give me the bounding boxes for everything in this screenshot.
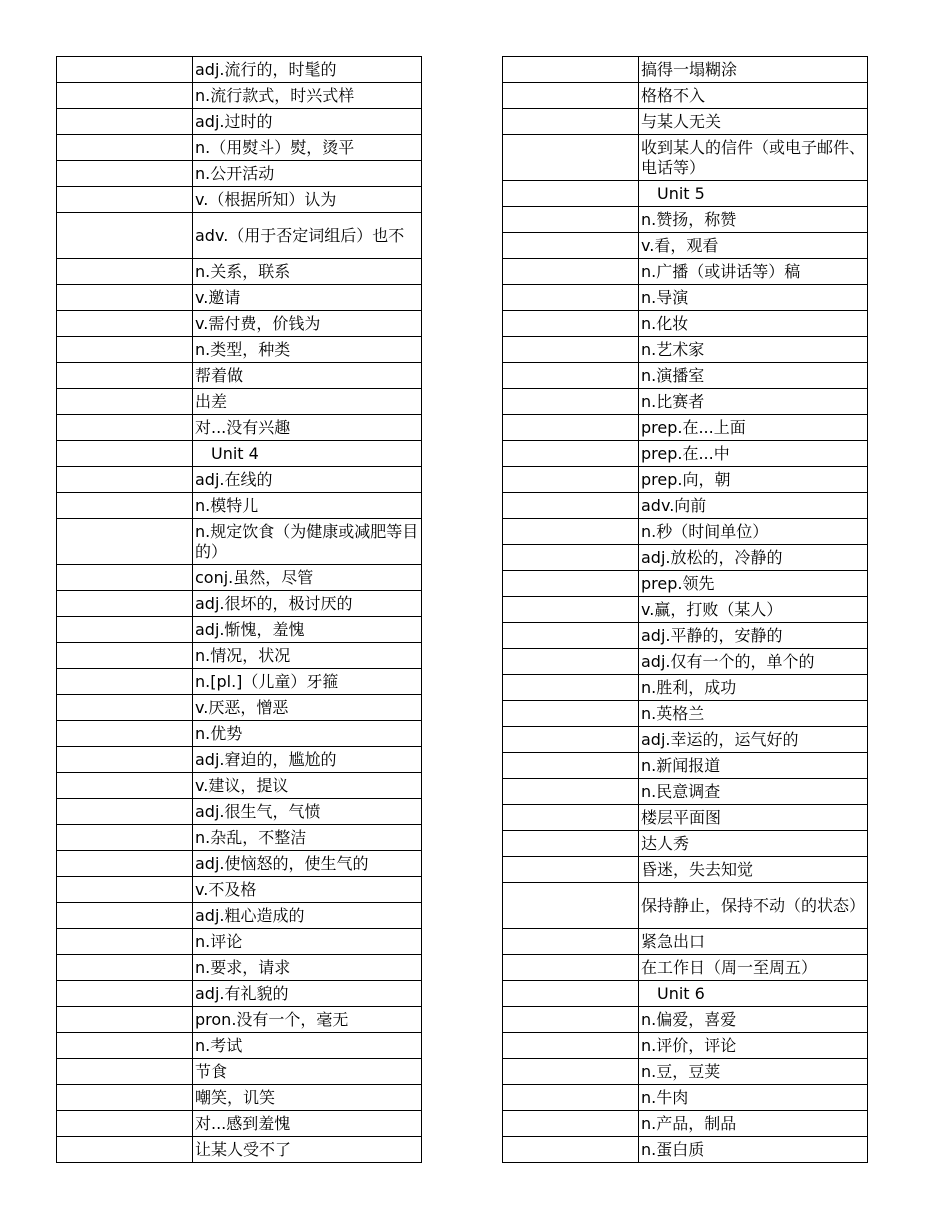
definition-cell: n.（用熨斗）熨，烫平 [193,135,422,161]
word-cell-empty [57,773,193,799]
vocab-row [57,311,422,337]
word-cell-empty [503,441,639,467]
vocab-row [503,929,868,955]
word-cell-empty [503,83,639,109]
vocab-row [57,213,422,259]
definition-cell: n.艺术家 [639,337,868,363]
word-cell-empty [503,1059,639,1085]
definition-cell: n.新闻报道 [639,753,868,779]
vocab-row [57,57,422,83]
word-cell-empty [57,389,193,415]
vocab-row [503,597,868,623]
definition-cell: n.比赛者 [639,389,868,415]
word-cell-empty [57,1033,193,1059]
definition-cell: 出差 [193,389,422,415]
vocab-row [503,779,868,805]
word-cell-empty [503,753,639,779]
vocab-row [57,337,422,363]
vocab-row [57,415,422,441]
word-cell-empty [503,1007,639,1033]
vocab-row [503,519,868,545]
word-cell-empty [57,441,193,467]
definition-cell: 达人秀 [639,831,868,857]
word-cell-empty [57,825,193,851]
vocab-row [57,493,422,519]
word-cell-empty [503,181,639,207]
word-cell-empty [57,135,193,161]
word-cell-empty [503,135,639,181]
word-cell-empty [503,675,639,701]
word-cell-empty [57,565,193,591]
word-cell-empty [503,109,639,135]
definition-cell: 昏迷，失去知觉 [639,857,868,883]
vocab-row [503,233,868,259]
word-cell-empty [503,727,639,753]
word-cell-empty [503,779,639,805]
definition-cell: n.考试 [193,1033,422,1059]
definition-cell: v.需付费，价钱为 [193,311,422,337]
vocab-row [503,857,868,883]
definition-cell: adj.很坏的，极讨厌的 [193,591,422,617]
word-cell-empty [57,929,193,955]
word-cell-empty [503,207,639,233]
vocab-row [57,1137,422,1163]
word-cell-empty [57,1085,193,1111]
word-cell-empty [57,591,193,617]
definition-cell: 帮着做 [193,363,422,389]
definition-cell: 与某人无关 [639,109,868,135]
definition-cell: adv.向前 [639,493,868,519]
vocab-row [503,1137,868,1163]
vocab-row [503,83,868,109]
word-cell-empty [503,519,639,545]
vocab-row [57,467,422,493]
definition-cell: n.广播（或讲话等）稿 [639,259,868,285]
definition-cell: n.模特儿 [193,493,422,519]
word-cell-empty [503,623,639,649]
definition-cell: n.演播室 [639,363,868,389]
vocab-table-left [56,56,422,1163]
word-cell-empty [57,311,193,337]
vocab-row [503,701,868,727]
word-cell-empty [57,877,193,903]
vocab-row [57,389,422,415]
vocab-row [503,1111,868,1137]
definition-cell: prep.向，朝 [639,467,868,493]
vocab-row [57,695,422,721]
definition-cell: adj.使恼怒的，使生气的 [193,851,422,877]
word-cell-empty [57,643,193,669]
definition-cell: 对...感到羞愧 [193,1111,422,1137]
definition-cell: adj.在线的 [193,467,422,493]
word-cell-empty [503,857,639,883]
word-cell-empty [503,831,639,857]
vocab-row [57,669,422,695]
vocab-row [503,649,868,675]
word-cell-empty [503,1137,639,1163]
definition-cell: 对...没有兴趣 [193,415,422,441]
definition-cell: n.规定饮食（为健康或减肥等目的） [193,519,422,565]
definition-cell: n.情况，状况 [193,643,422,669]
word-cell-empty [57,1007,193,1033]
definition-cell: adj.流行的，时髦的 [193,57,422,83]
vocab-row [503,57,868,83]
word-cell-empty [503,597,639,623]
definition-cell: 嘲笑，讥笑 [193,1085,422,1111]
definition-cell: n.偏爱，喜爱 [639,1007,868,1033]
vocab-row [57,363,422,389]
word-cell-empty [503,415,639,441]
definition-cell: n.英格兰 [639,701,868,727]
definition-cell: adj.过时的 [193,109,422,135]
word-cell-empty [57,799,193,825]
definition-cell: prep.领先 [639,571,868,597]
definition-cell: 在工作日（周一至周五） [639,955,868,981]
word-cell-empty [503,981,639,1007]
definition-cell: n.[pl.]（儿童）牙箍 [193,669,422,695]
word-cell-empty [503,571,639,597]
definition-cell: n.关系，联系 [193,259,422,285]
definition-cell: v.（根据所知）认为 [193,187,422,213]
word-cell-empty [503,363,639,389]
definition-cell: v.不及格 [193,877,422,903]
definition-cell: 节食 [193,1059,422,1085]
vocab-row [503,467,868,493]
definition-cell: n.要求，请求 [193,955,422,981]
word-cell-empty [57,747,193,773]
definition-cell: adj.有礼貌的 [193,981,422,1007]
definition-cell: n.导演 [639,285,868,311]
vocab-row [57,773,422,799]
word-cell-empty [503,1111,639,1137]
word-cell-empty [57,851,193,877]
definition-cell: conj.虽然，尽管 [193,565,422,591]
definition-cell: v.看，观看 [639,233,868,259]
word-cell-empty [57,695,193,721]
word-cell-empty [57,259,193,285]
definition-cell: prep.在...上面 [639,415,868,441]
vocab-row [57,565,422,591]
definition-cell: 楼层平面图 [639,805,868,831]
vocab-row [57,135,422,161]
vocab-row [503,493,868,519]
vocab-row [503,259,868,285]
word-cell-empty [57,57,193,83]
vocab-row [57,747,422,773]
definition-cell: n.化妆 [639,311,868,337]
word-cell-empty [57,617,193,643]
word-cell-empty [57,981,193,1007]
vocab-row [503,623,868,649]
word-cell-empty [57,363,193,389]
vocab-row [503,753,868,779]
vocab-row [57,877,422,903]
vocab-row [57,981,422,1007]
word-cell-empty [57,337,193,363]
word-cell-empty [503,285,639,311]
word-cell-empty [57,187,193,213]
word-cell-empty [57,903,193,929]
vocab-row [503,207,868,233]
vocab-row [503,135,868,181]
word-cell-empty [503,493,639,519]
vocab-row [57,519,422,565]
vocab-row [57,903,422,929]
vocab-row [503,545,868,571]
word-cell-empty [503,955,639,981]
definition-cell: n.产品，制品 [639,1111,868,1137]
word-cell-empty [57,669,193,695]
definition-cell: n.杂乱，不整洁 [193,825,422,851]
word-cell-empty [503,337,639,363]
definition-cell: n.评论 [193,929,422,955]
vocab-row [57,285,422,311]
unit-heading: Unit 6 [639,981,868,1007]
definition-cell: adj.平静的，安静的 [639,623,868,649]
vocab-row [503,285,868,311]
word-cell-empty [503,545,639,571]
word-cell-empty [503,883,639,929]
word-cell-empty [57,161,193,187]
vocab-row [503,831,868,857]
definition-cell: n.评价，评论 [639,1033,868,1059]
word-cell-empty [57,721,193,747]
definition-cell: n.蛋白质 [639,1137,868,1163]
vocab-row [503,363,868,389]
vocab-row [503,109,868,135]
word-cell-empty [57,109,193,135]
definition-cell: n.优势 [193,721,422,747]
vocab-row [57,1033,422,1059]
vocab-row [503,571,868,597]
vocab-row [57,259,422,285]
definition-cell: v.建议，提议 [193,773,422,799]
vocab-row [57,109,422,135]
vocab-row [57,955,422,981]
word-cell-empty [57,467,193,493]
word-cell-empty [57,1137,193,1163]
definition-cell: 让某人受不了 [193,1137,422,1163]
definition-cell: n.赞扬，称赞 [639,207,868,233]
definition-cell: n.秒（时间单位） [639,519,868,545]
definition-cell: v.邀请 [193,285,422,311]
word-cell-empty [503,1085,639,1111]
word-cell-empty [503,311,639,337]
vocab-row [503,337,868,363]
definition-cell: 收到某人的信件（或电子邮件、电话等） [639,135,868,181]
word-cell-empty [57,83,193,109]
unit-heading: Unit 5 [639,181,868,207]
word-cell-empty [503,259,639,285]
word-cell-empty [57,213,193,259]
vocab-table-right [502,56,868,1163]
vocab-row [503,805,868,831]
vocab-row [57,1085,422,1111]
definition-cell: v.厌恶，憎恶 [193,695,422,721]
definition-cell: n.胜利，成功 [639,675,868,701]
vocab-row [57,643,422,669]
definition-cell: pron.没有一个，毫无 [193,1007,422,1033]
definition-cell: n.类型，种类 [193,337,422,363]
word-cell-empty [57,415,193,441]
word-cell-empty [503,57,639,83]
unit-heading-row [503,181,868,207]
definition-cell: 保持静止，保持不动（的状态） [639,883,868,929]
definition-cell: n.民意调查 [639,779,868,805]
word-cell-empty [503,389,639,415]
vocab-row [57,617,422,643]
vocab-row [57,591,422,617]
definition-cell: adj.很生气，气愤 [193,799,422,825]
definition-cell: 格格不入 [639,83,868,109]
vocab-row [57,187,422,213]
vocab-row [57,929,422,955]
definition-cell: n.豆，豆荚 [639,1059,868,1085]
vocab-row [57,799,422,825]
vocab-row [503,1007,868,1033]
vocab-row [503,415,868,441]
vocab-row [57,1007,422,1033]
vocab-row [57,83,422,109]
definition-cell: adj.粗心造成的 [193,903,422,929]
definition-cell: n.公开活动 [193,161,422,187]
vocab-row [503,883,868,929]
definition-cell: n.流行款式，时兴式样 [193,83,422,109]
vocab-row [503,727,868,753]
vocab-row [57,161,422,187]
definition-cell: 紧急出口 [639,929,868,955]
vocab-row [57,825,422,851]
word-cell-empty [57,285,193,311]
definition-cell: n.牛肉 [639,1085,868,1111]
vocab-row [503,1059,868,1085]
vocab-row [503,389,868,415]
vocab-row [57,1111,422,1137]
vocab-row [57,1059,422,1085]
word-cell-empty [57,519,193,565]
vocab-row [57,721,422,747]
definition-cell: 搞得一塌糊涂 [639,57,868,83]
word-cell-empty [503,233,639,259]
word-cell-empty [57,1059,193,1085]
word-cell-empty [57,1111,193,1137]
vocab-row [503,1033,868,1059]
word-cell-empty [57,493,193,519]
definition-cell: adj.窘迫的，尴尬的 [193,747,422,773]
unit-heading-row [503,981,868,1007]
word-cell-empty [503,805,639,831]
vocab-row [503,955,868,981]
vocab-row [503,1085,868,1111]
definition-cell: adv.（用于否定词组后）也不 [193,213,422,259]
vocab-row [503,311,868,337]
definition-cell: adj.惭愧，羞愧 [193,617,422,643]
word-cell-empty [57,955,193,981]
word-cell-empty [503,701,639,727]
word-cell-empty [503,929,639,955]
definition-cell: adj.幸运的，运气好的 [639,727,868,753]
definition-cell: adj.放松的，冷静的 [639,545,868,571]
definition-cell: prep.在...中 [639,441,868,467]
word-cell-empty [503,467,639,493]
unit-heading: Unit 4 [193,441,422,467]
vocab-row [503,441,868,467]
word-cell-empty [503,649,639,675]
vocab-row [503,675,868,701]
definition-cell: adj.仅有一个的，单个的 [639,649,868,675]
definition-cell: v.赢，打败（某人） [639,597,868,623]
vocab-row [57,851,422,877]
unit-heading-row [57,441,422,467]
word-cell-empty [503,1033,639,1059]
